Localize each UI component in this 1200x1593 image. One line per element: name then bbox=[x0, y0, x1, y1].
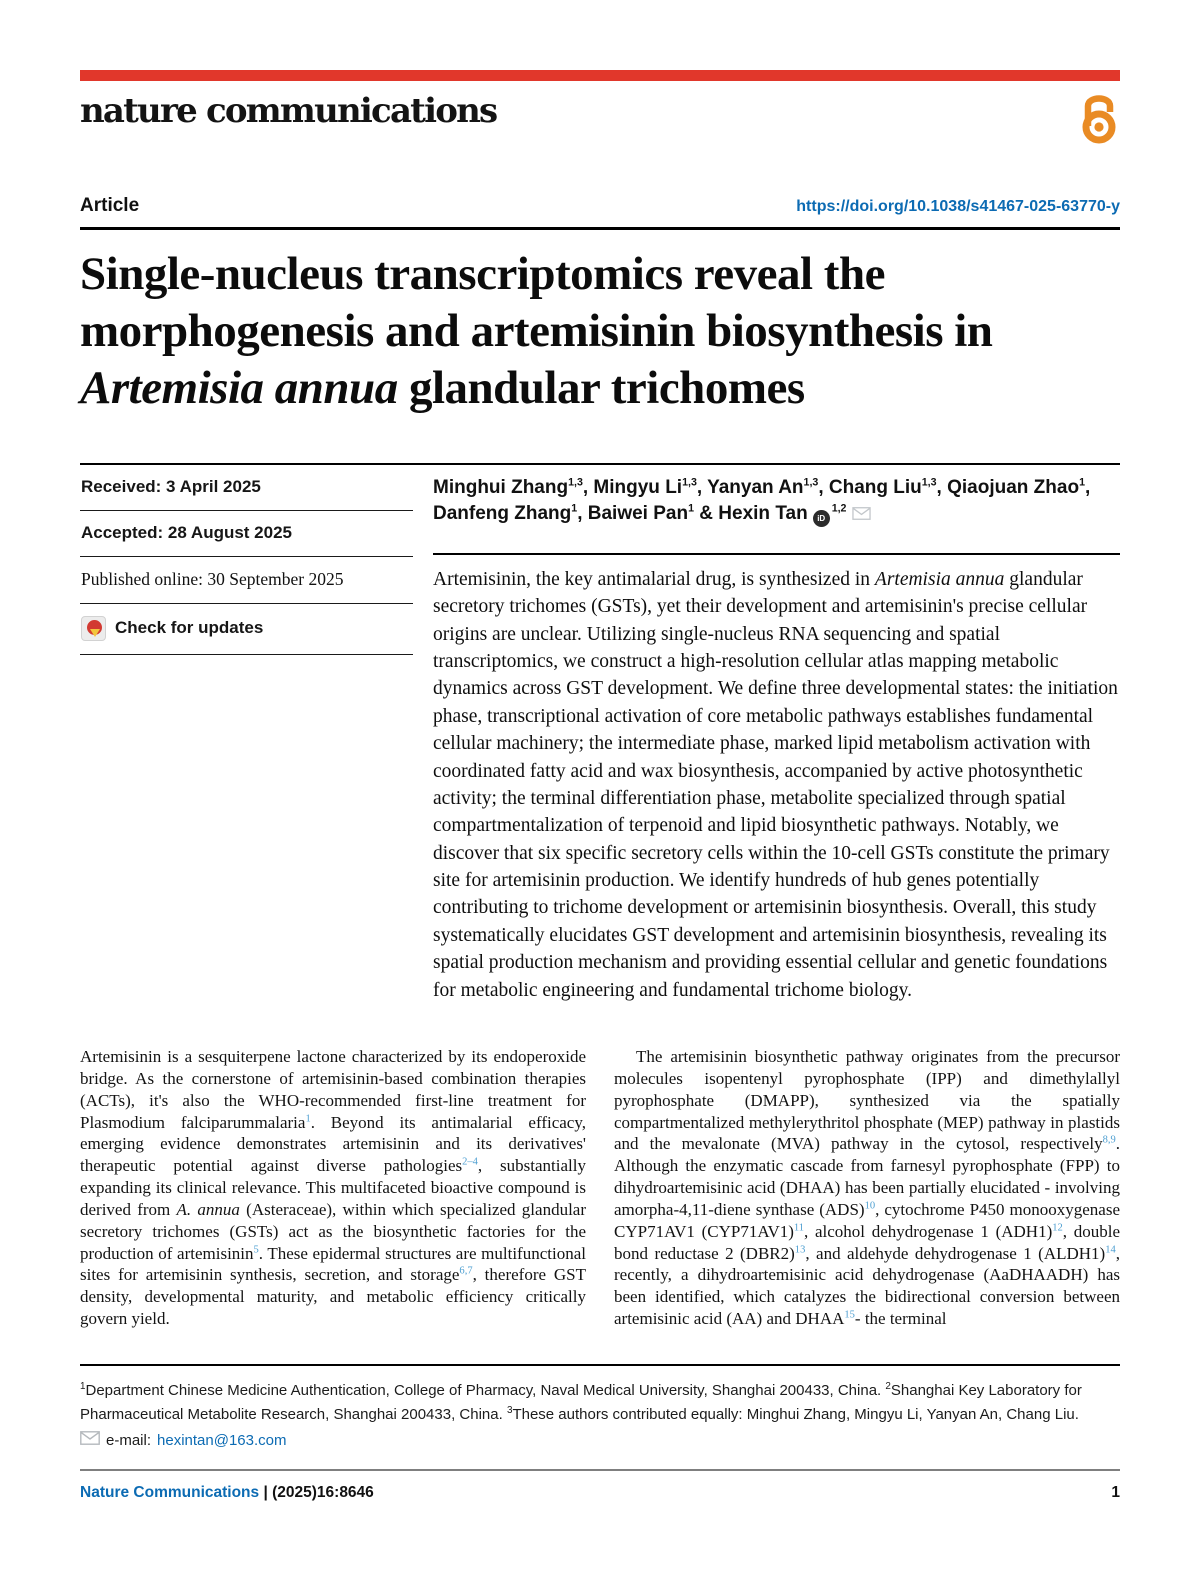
body-text-columns bbox=[80, 1046, 1120, 1330]
article-title bbox=[80, 246, 1120, 417]
author-name: Baiwei Pan bbox=[587, 503, 689, 525]
author-name: Mingyu Li bbox=[593, 476, 683, 498]
text-segment: Single-nucleus transcriptomics reveal the morphogenesis and artemisinin biosynthesis in bbox=[80, 248, 993, 357]
text-segment: , cytochrome P450 monooxygenase CYP71AV1 (CYP71AV1) bbox=[614, 1199, 1120, 1241]
author-affiliation-superscript: 1,3 bbox=[921, 476, 937, 489]
check-for-updates-badge[interactable] bbox=[80, 604, 413, 655]
author-name: Yanyan An bbox=[707, 476, 804, 498]
check-for-updates-label: Check for updates bbox=[115, 618, 264, 638]
received-date: Received: 3 April 2025 bbox=[80, 465, 413, 511]
published-date: Published online: 30 September 2025 bbox=[80, 557, 413, 604]
text-segment: , substantially expanding its clinical relevance. This multifaceted bioactive compound is derived from bbox=[80, 1156, 586, 1219]
italic-text: Artemisia annua bbox=[80, 361, 398, 414]
abstract-text bbox=[433, 555, 1120, 1004]
citation-reference[interactable]: 1 bbox=[305, 1112, 311, 1124]
text-segment: - the terminal bbox=[854, 1309, 947, 1329]
footer-journal-link[interactable]: Nature Communications bbox=[80, 1484, 260, 1502]
author-list bbox=[433, 465, 1120, 529]
italic-text: A. annua bbox=[176, 1199, 240, 1219]
article-type-row bbox=[80, 195, 1120, 230]
citation-reference[interactable]: 13 bbox=[794, 1243, 806, 1255]
text-segment: , therefore GST density, developmental maturity, and metabolic efficiency critically govern yield. bbox=[80, 1265, 586, 1329]
author-separator: , bbox=[582, 476, 594, 498]
author-name: Chang Liu bbox=[828, 476, 922, 498]
envelope-icon[interactable] bbox=[852, 502, 871, 529]
masthead-accent-bar bbox=[80, 70, 1120, 81]
text-segment: . These epidermal structures are multifunctional sites for artemisinin synthesis, secretion, and storage bbox=[80, 1243, 586, 1285]
footnote-marker: 1 bbox=[80, 1380, 86, 1392]
author-affiliation-superscript: 1,3 bbox=[682, 476, 697, 489]
author-separator: , bbox=[936, 476, 948, 498]
page-number: 1 bbox=[1111, 1484, 1120, 1502]
author-affiliation-superscript: 1,3 bbox=[568, 476, 583, 489]
citation-reference[interactable]: 8,9 bbox=[1102, 1134, 1116, 1146]
text-segment: Artemisinin is a sesquiterpene lactone characterized by its endoperoxide bridge. As the cornerstone of artemisinin-based combination therapies (ACTs), it's also the WHO-recommended first-line treatment for Plasmodium falciparummalaria bbox=[80, 1047, 586, 1132]
email-link[interactable]: hexintan@163.com bbox=[157, 1432, 287, 1450]
text-segment: , recently, a dihydroartemisinic acid dehydrogenase (AaDHAADH) has been identified, which catalyzes the bidirectional conversion between artemisinic acid (AA) and DHAA bbox=[614, 1243, 1120, 1329]
author-separator: & bbox=[694, 503, 719, 525]
meta-and-abstract-region bbox=[80, 463, 1120, 1004]
body-paragraph-intro bbox=[80, 1046, 586, 1330]
author-affiliation-superscript: 1,2 bbox=[831, 502, 847, 515]
orcid-icon[interactable]: iD bbox=[813, 510, 830, 527]
author-affiliation-superscript: 1 bbox=[571, 502, 578, 515]
citation-reference[interactable]: 12 bbox=[1052, 1222, 1063, 1234]
citation-reference[interactable]: 2–4 bbox=[462, 1156, 478, 1168]
article-history-column bbox=[80, 465, 413, 1004]
authors-and-abstract-column bbox=[433, 465, 1120, 1004]
text-segment: Department Chinese Medicine Authentication, College of Pharmacy, Naval Medical University, Shanghai 200433, China. bbox=[85, 1381, 886, 1399]
text-segment: The artemisinin biosynthetic pathway originates from the precursor molecules isopentenyl pyrophosphate (IPP) and dimethylallyl pyrophosphate (DMAPP), synthesized via the spatially compartmentalized methylerythritol phosphate (MEP) pathway in plastids and the mevalonate (MVA) pathway in the cytosol, respectively bbox=[614, 1047, 1120, 1154]
text-segment: glandular trichomes bbox=[397, 361, 805, 414]
text-segment: These authors contributed equally: Minghui Zhang, Mingyu Li, Yanyan An, Chang Liu. bbox=[512, 1405, 1079, 1423]
author-separator: , bbox=[696, 476, 708, 498]
footnote-marker: 3 bbox=[506, 1404, 513, 1416]
citation-reference[interactable]: 14 bbox=[1105, 1243, 1116, 1255]
affiliations-text bbox=[80, 1379, 1120, 1426]
doi-link[interactable]: https://doi.org/10.1038/s41467-025-63770-y bbox=[796, 198, 1120, 215]
citation-reference[interactable]: 15 bbox=[844, 1309, 855, 1321]
citation-reference[interactable]: 10 bbox=[864, 1200, 876, 1212]
text-segment: . Although the enzymatic cascade from farnesyl pyrophosphate (FPP) to dihydroartemisinic acid (DHAA) has been partially elucidated - involving amorpha-4,11-diene synthase (ADS) bbox=[614, 1134, 1120, 1219]
author-affiliation-superscript: 1 bbox=[688, 502, 695, 515]
footer-volume-citation: | (2025)16:8646 bbox=[263, 1484, 374, 1502]
page-footer bbox=[80, 1471, 1120, 1502]
text-segment: (Asteraceae), within which specialized glandular secretory trichomes (GSTs) act as the biosynthetic factories for the production of artemisinin bbox=[80, 1199, 586, 1263]
author-name: Minghui Zhang bbox=[433, 476, 569, 498]
citation-reference[interactable]: 5 bbox=[253, 1243, 259, 1255]
citation-reference[interactable]: 11 bbox=[793, 1222, 805, 1234]
author-affiliation-superscript: 1 bbox=[1079, 476, 1085, 489]
footer-citation bbox=[80, 1484, 374, 1502]
author-separator: , bbox=[577, 503, 588, 525]
body-paragraph-pathway bbox=[614, 1046, 1120, 1330]
text-segment: , double bond reductase 2 (DBR2) bbox=[614, 1221, 1120, 1263]
citation-reference[interactable]: 6,7 bbox=[459, 1265, 473, 1277]
author-separator: , bbox=[818, 476, 829, 498]
email-label: e-mail: bbox=[106, 1432, 152, 1450]
masthead bbox=[80, 87, 1120, 163]
footnote-marker: 2 bbox=[885, 1380, 891, 1392]
author-affiliation-superscript: 1,3 bbox=[803, 476, 819, 489]
accepted-date: Accepted: 28 August 2025 bbox=[80, 511, 413, 557]
text-segment: , alcohol dehydrogenase 1 (ADH1) bbox=[804, 1221, 1053, 1241]
italic-text: Artemisia annua bbox=[874, 568, 1005, 590]
corresponding-email-row bbox=[80, 1429, 1120, 1453]
text-segment: , and aldehyde dehydrogenase 1 (ALDH1) bbox=[805, 1243, 1106, 1263]
author-name: Qiaojuan Zhao bbox=[947, 476, 1080, 498]
author-separator: , bbox=[1084, 476, 1091, 498]
text-segment: Artemisinin, the key antimalarial drug, is synthesized in bbox=[433, 568, 875, 590]
open-access-icon bbox=[1078, 89, 1120, 150]
affiliations-footnote bbox=[80, 1364, 1120, 1453]
crossmark-icon bbox=[81, 616, 106, 641]
envelope-icon bbox=[80, 1429, 100, 1453]
text-segment: . Beyond its antimalarial efficacy, emerging evidence demonstrates artemisinin and its derivatives' therapeutic potential against diverse pathologies bbox=[80, 1112, 586, 1176]
article-type-label: Article bbox=[80, 195, 140, 216]
text-segment: glandular secretory trichomes (GSTs), yet their development and artemisinin's precise cellular origins are unclear. Utilizing single-nucleus RNA sequencing and spatial transcriptomics, we construct a high-resolution cellular atlas mapping metabolic dynamics across GST development. We define three developmental states: the initiation phase, transcriptional activation of core metabolic pathways establishes fundamental cellular machinery; the intermediate phase, marked lipid metabolism activation with coordinated fatty acid and wax biosynthesis, accompanied by active photosynthetic activity; the terminal differentiation phase, metabolite specialized through spatial compartmentalization of terpenoid and lipid biosynthetic pathways. Notably, we discover that six specific secretory cells within the 10-cell GSTs constitute the primary site for artemisinin production. We identify hundreds of hub genes potentially contributing to trichome development or artemisinin biosynthesis. Overall, this study systematically elucidates GST development and artemisinin biosynthesis, revealing its spatial production mechanism and providing essential cellular and genetic foundations for metabolic engineering and fundamental trichome biology. bbox=[433, 568, 1118, 1001]
text-segment: Shanghai Key Laboratory for Pharmaceutical Metabolite Research, Shanghai 200433, China. bbox=[80, 1381, 1082, 1423]
author-name: Hexin Tan bbox=[718, 503, 808, 525]
author-name: Danfeng Zhang bbox=[433, 503, 572, 525]
journal-wordmark: nature communications bbox=[80, 91, 497, 131]
